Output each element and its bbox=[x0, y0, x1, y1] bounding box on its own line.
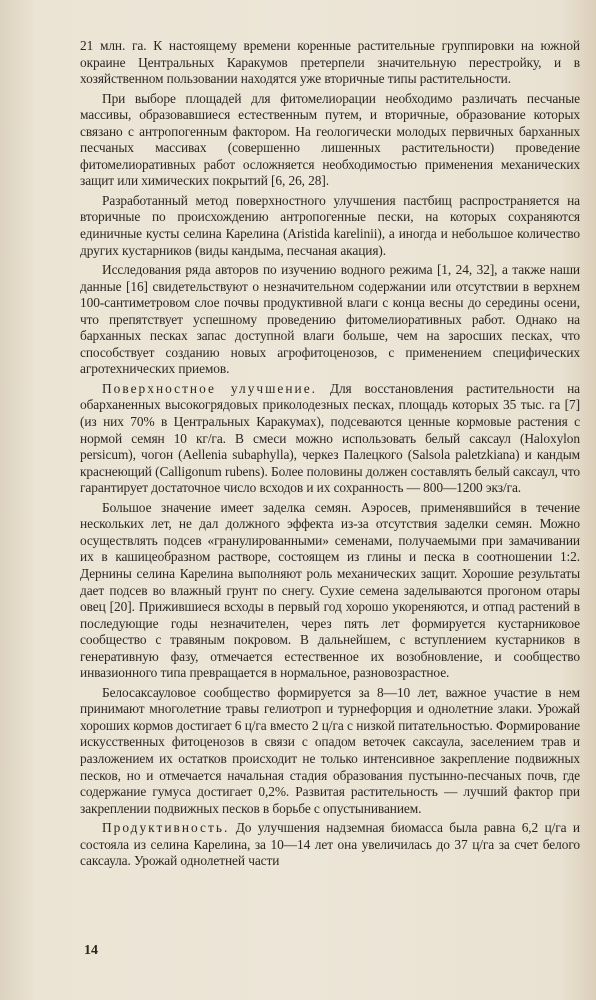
paragraph-7-text: Белосаксауловое сообщество формируется за 8—10 лет, важное участие в нем принимают многолетние травы гелиотроп и турнефорция и однолетние злаки. Урожай хороших кормов достигает 6 ц/га вместо 2 ц/га с низкой питательностью. Формирование искусственных фитоценозов в связи с опадом веточек саксаула, заселением трав и разложением их остатков происходит не только интенсивное закрепление подвижных песков, но и отмечается начальная стадия образования пустынно-песчаных почв, где содержание гумуса достигает 0,2%. Развитая растительность — лучший фактор при закреплении подвижных песков в борьбе с опустыниванием. bbox=[80, 684, 580, 816]
paragraph-1 bbox=[80, 38, 580, 88]
paragraph-3 bbox=[80, 193, 580, 259]
paragraph-2 bbox=[80, 91, 580, 190]
section-heading-surface-improvement: Поверхностное улучшение. bbox=[102, 380, 318, 396]
paragraph-4-text: Исследования ряда авторов по изучению водного режима [1, 24, 32], а также наши данные [16] свидетельствуют о незначительном содержании или отсутствии в верхнем 100-сантиметровом слое почвы продуктивной влаги с конца весны до середины осени, что препятствует успешному проведению фитомелиоративных работ. Однако на барханных песках запас доступной влаги больше, чем на заросших песках, что способствует созданию новых агрофитоценозов, с применением специфических агротехнических приемов. bbox=[80, 262, 580, 377]
paragraph-7 bbox=[80, 685, 580, 817]
paragraph-6 bbox=[80, 500, 580, 682]
paragraph-6-text: Большое значение имеет заделка семян. Аэросев, применявшийся в течение нескольких лет, не дал должного эффекта из-за отсутствия заделки семян. Можно осуществлять подсев «гранулированными» семенами, получаемыми при замачивании их в кашицеобразном растворе, состоящем из глины и песка в соотношении 1:2. Дернины селина Карелина выполняют роль механических защит. Хорошие результаты дает подсев во влажный грунт по снегу. Сухие семена заделываются прогоном отары овец [20]. Прижившиеся всходы в первый год хорошо укореняются, и отпад растений в последующие годы незначителен, через пять лет формируется кустарниковое сообщество с травяным покровом. В дальнейшем, с вступлением кустарников в генеративную фазу, отмечается естественное их возобновление, и сообщество инвазионного типа превращается в нормальное, разновозрастное. bbox=[80, 499, 580, 681]
paragraph-3-text: Разработанный метод поверхностного улучшения пастбищ распространяется на вторичные по происхождению антропогенные пески, на которых сохраняются единичные кусты селина Карелина (Aristida karelinii), а иногда и небольшое количество других кустарников (виды кандыма, песчаная акация). bbox=[80, 192, 580, 258]
paragraph-8 bbox=[80, 820, 580, 870]
paragraph-8-text: До улучшения надземная биомасса была равна 6,2 ц/га и состояла из селина Карелина, за 10—14 лет она увеличилась до 37 ц/га за счет белого саксаула. Урожай однолетней части bbox=[80, 820, 580, 869]
paragraph-4 bbox=[80, 262, 580, 378]
page-number: 14 bbox=[84, 943, 98, 958]
body-text bbox=[80, 38, 580, 870]
paragraph-1-text: 21 млн. га. К настоящему времени коренные растительные группировки на южной окраине Центральных Каракумов претерпели значительную перестройку, и в хозяйственном пользовании находятся уже вторичные типы растительности. bbox=[80, 38, 580, 87]
paragraph-5-text: Для восстановления растительности на обарханенных высокогрядовых приколодезных песках, площадь которых 35 тыс. га [7] (из них 70% в Центральных Каракумах), подсеваются ценные кормовые растения с нормой семян 10 кг/га. В смеси можно использовать белый саксаул (Haloxylon persicum), чогон (Aellenia subaphylla), черкез Палецкого (Salsola paletzkiana) и кандым краснеющий (Calligonum rubens). Более половины должен составлять белый саксаул, что гарантирует достаточное число всходов и их сохранность — 800—1200 экз/га. bbox=[80, 380, 580, 496]
paragraph-2-text: При выборе площадей для фитомелиорации необходимо различать песчаные массивы, образовавшиеся естественным путем, и вторичные, образование которых связано с антропогенным фактором. На геологически молодых первичных барханных песчаных массивах (совершенно лишенных растительности) проведение фитомелиоративных работ осложняется необходимостью применения механических защит или химических покрытий [6, 26, 28]. bbox=[80, 90, 580, 189]
paragraph-5 bbox=[80, 381, 580, 497]
section-heading-productivity: Продуктивность. bbox=[102, 820, 230, 836]
